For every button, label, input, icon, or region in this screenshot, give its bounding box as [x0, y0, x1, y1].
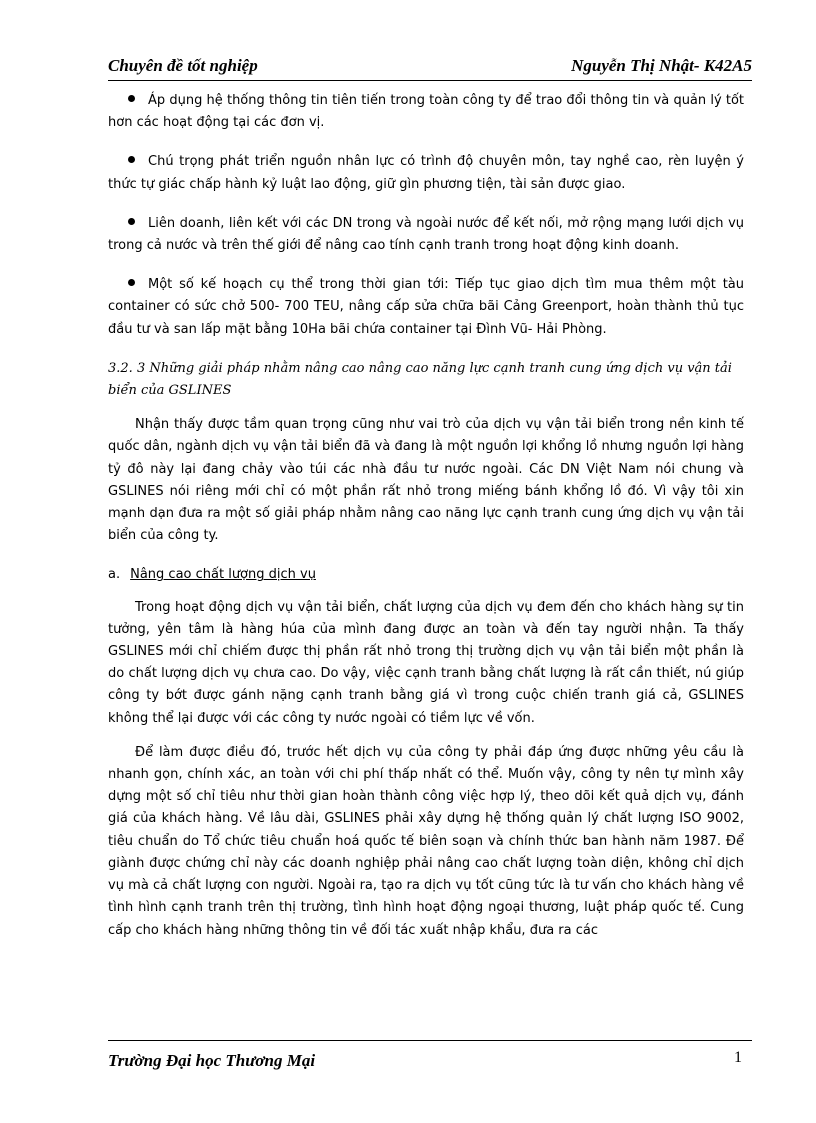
bullet-text: Áp dụng hệ thống thông tin tiên tiến trong toàn công ty để trao đổi thông tin và quản lý tốt hơn các hoạt động tại các đơn vị.	[108, 93, 744, 131]
header-author: Nguyễn Thị Nhật- K42A5	[571, 56, 752, 75]
page-number: 1	[734, 1049, 742, 1066]
footer-school: Trường Đại học Thương Mại	[108, 1051, 316, 1070]
intro-paragraph: Nhận thấy được tầm quan trọng cũng như vai trò của dịch vụ vận tải biển trong nền kinh tế quốc dân, ngành dịch vụ vận tải biển đã và đang là một nguồn lợi khổng lồ nhưng nguồn lợi hàng tỷ đô này lại đang chảy vào túi các nhà đầu tư nước ngoài. Các DN Việt Nam nói chung và GSLINES nói riêng mới chỉ có một phần rất nhỏ trong miếng bánh khổng lồ đó. Vì vậy tôi xin mạnh dạn đưa ra một số giải pháp nhằm nâng cao năng lực cạnh tranh cung ứng dịch vụ vận tải biển của công ty.	[108, 417, 744, 544]
page-footer	[108, 1040, 752, 1071]
bullet-item	[108, 90, 744, 134]
bullet-item	[108, 213, 744, 257]
bullet-text: Chú trọng phát triển nguồn nhân lực có trình độ chuyên môn, tay nghề cao, rèn luyện ý thức tự giác chấp hành kỷ luật lao động, giữ gìn phương tiện, tài sản được giao.	[108, 154, 744, 192]
header-title: Chuyên đề tốt nghiệp	[108, 56, 258, 75]
body-paragraph: Để làm được điều đó, trước hết dịch vụ của công ty phải đáp ứng được những yêu cầu là nhanh gọn, chính xác, an toàn với chi phí thấp nhất có thể. Muốn vậy, công ty nên tự mình xây dựng một số chỉ tiêu như thời gian hoàn thành công việc hợp lý, theo dõi kết quả dịch vụ, đánh giá của khách hàng. Về lâu dài, GSLINES phải xây dựng hệ thống quản lý chất lượng ISO 9002, tiêu chuẩn do Tổ chức tiêu chuẩn hoá quốc tế biên soạn và chính thức ban hành năm 1987. Để giành được chứng chỉ này các doanh nghiệp phải nâng cao chất lượng toàn diện, không chỉ dịch vụ mà cả chất lượng con người. Ngoài ra, tạo ra dịch vụ tốt cũng tức là tư vấn cho khách hàng về tình hình cạnh tranh trên thị trường, tình hình hoạt động ngoại thương, luật pháp quốc tế. Cung cấp cho khách hàng những thông tin về đối tác xuất nhập khẩu, đưa ra các	[108, 744, 744, 938]
section-title: Nâng cao chất lượng dịch vụ	[130, 567, 316, 583]
section-subheading: 3.2. 3 Những giải pháp nhằm nâng cao nâng cao năng lực cạnh tranh cung ứng dịch vụ vận tải biển của GSLINES	[108, 360, 732, 399]
body-paragraph: Trong hoạt động dịch vụ vận tải biển, chất lượng của dịch vụ đem đến cho khách hàng sự tin tưởng, yên tâm là hàng húa của mình đang được an toàn và đến tay người nhận. Ta thấy GSLINES mới chỉ chiếm được thị phần rất nhỏ trong thị trường dịch vụ vận tải biển một phần là do chất lượng dịch vụ chưa cao. Do vậy, việc cạnh tranh bằng chất lượng là rất cần thiết, nú giúp công ty bớt được gánh nặng cạnh tranh bằng giá vì trong cuộc chiến tranh giá cả, GSLINES không thể lại được với các công ty nước ngoài có tiềm lực về vốn.	[108, 599, 744, 726]
page-body	[108, 90, 744, 959]
bullet-text: Một số kế hoạch cụ thể trong thời gian tới: Tiếp tục giao dịch tìm mua thêm một tàu container có sức chở 500- 700 TEU, nâng cấp sửa chữa bãi Cảng Greenport, hoàn thành thủ tục đầu tư và san lấp mặt bằng 10Ha bãi chứa container tại Đình Vũ- Hải Phòng.	[108, 277, 744, 337]
section-letter: a.	[108, 567, 121, 583]
bullet-icon	[128, 95, 135, 102]
section-heading	[108, 564, 744, 586]
bullet-icon	[128, 156, 135, 163]
bullet-icon	[128, 218, 135, 225]
page-header	[108, 54, 752, 81]
bullet-item	[108, 151, 744, 195]
bullet-item	[108, 274, 744, 341]
bullet-text: Liên doanh, liên kết với các DN trong và ngoài nước để kết nối, mở rộng mạng lưới dịch vụ trong cả nước và trên thế giới để nâng cao tính cạnh tranh trong hoạt động kinh doanh.	[108, 215, 744, 254]
bullet-icon	[128, 279, 135, 286]
